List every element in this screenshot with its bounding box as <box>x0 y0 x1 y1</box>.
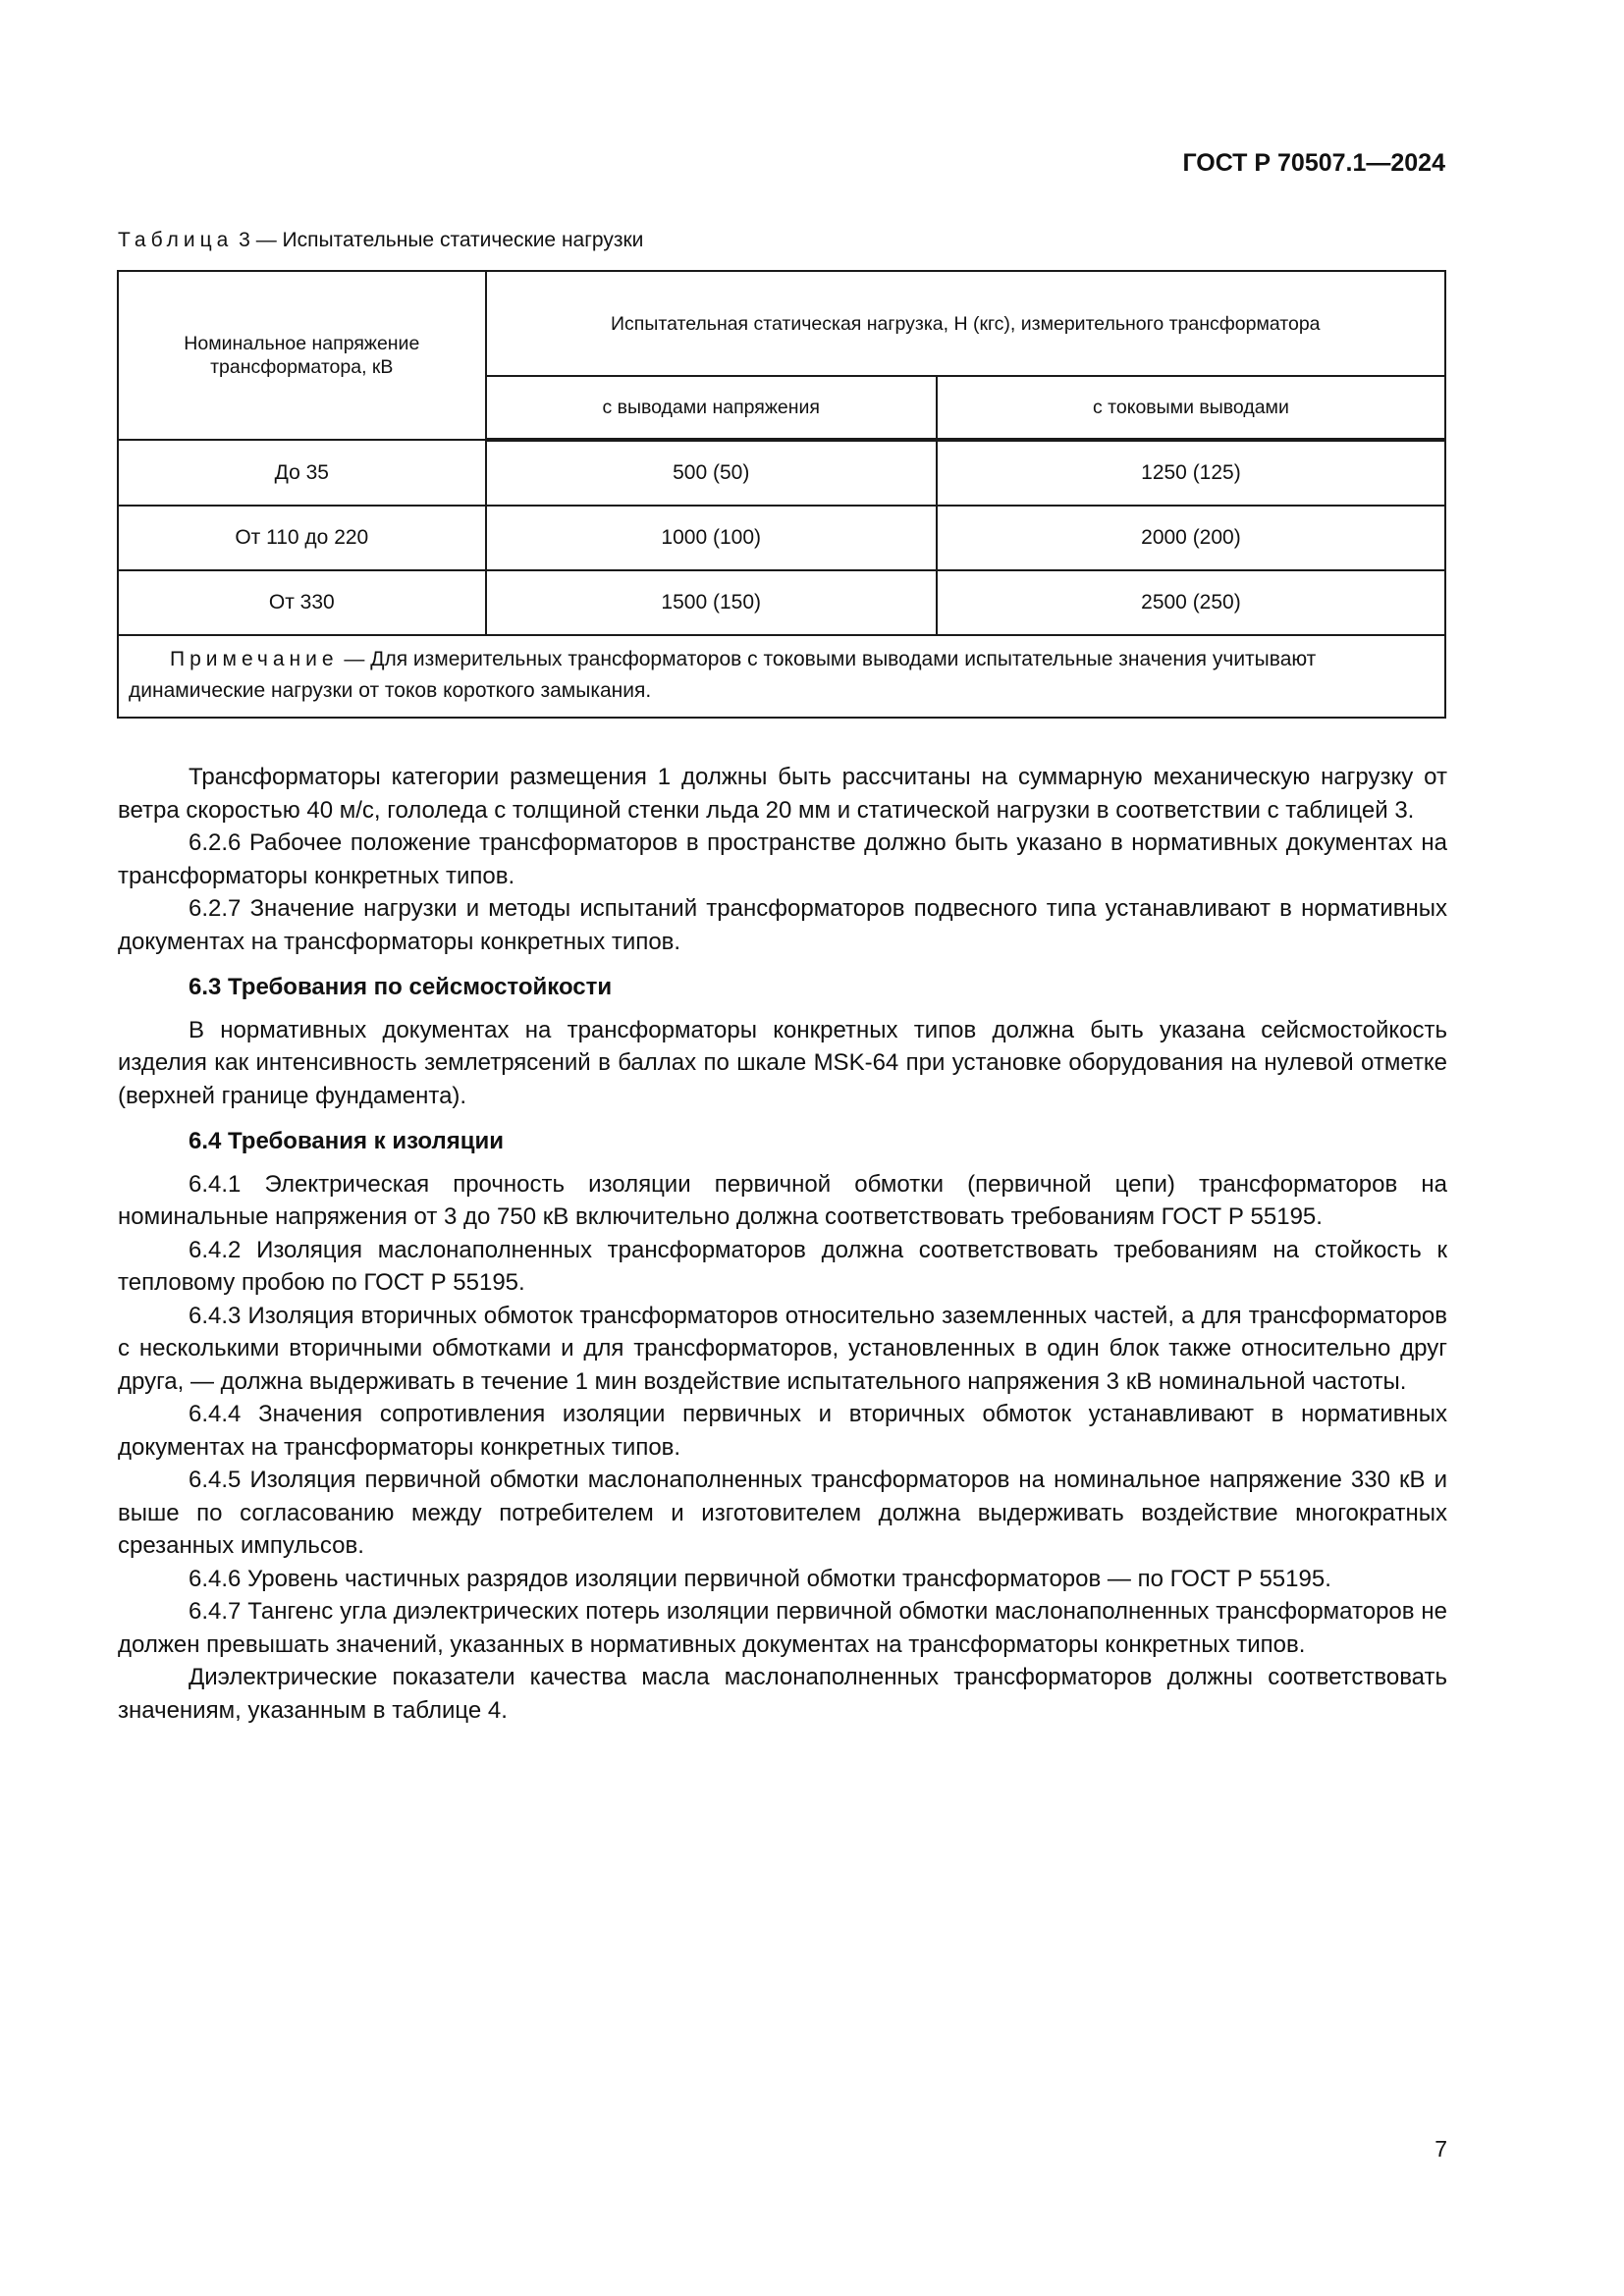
paragraph-6-4-5: 6.4.5 Изоляция первичной обмотки маслонаполненных трансформаторов на номинальное напряжение 330 кВ и выше по согласованию между потребителем и изготовителем должна выдерживать воздействие многократных срезанных импульсов. <box>118 1467 1447 1559</box>
table-caption <box>118 229 643 252</box>
table-note-row <box>118 635 1445 718</box>
table-caption-title: 3 — Испытательные статические нагрузки <box>233 229 644 251</box>
cell-voltage: От 110 до 220 <box>118 506 486 570</box>
page-number: 7 <box>1435 2136 1447 2162</box>
header-voltage-terminals: с выводами напряжения <box>486 376 937 440</box>
cell-voltage-terminals: 1000 (100) <box>486 506 937 570</box>
note-label: Примечание <box>170 648 339 670</box>
table-row <box>118 506 1445 570</box>
cell-current-terminals: 2500 (250) <box>937 570 1445 635</box>
paragraph-6-4-7: 6.4.7 Тангенс угла диэлектрических потерь изоляции первичной обмотки маслонаполненных трансформаторов не должен превышать значений, указанных в нормативных документах на трансформаторы конкретных типов. <box>118 1598 1447 1658</box>
paragraph-6-2-6: 6.2.6 Рабочее положение трансформаторов в пространстве должно быть указано в нормативных документах на трансформаторы конкретных типов. <box>118 829 1447 889</box>
table-caption-label: Таблица <box>118 229 234 251</box>
header-load: Испытательная статическая нагрузка, Н (кгс), измерительного трансформатора <box>486 271 1445 376</box>
static-loads-table <box>117 270 1446 719</box>
section-heading-6-3: 6.3 Требования по сейсмостойкости <box>189 974 613 1000</box>
cell-current-terminals: 2000 (200) <box>937 506 1445 570</box>
cell-voltage: До 35 <box>118 440 486 506</box>
table-row <box>118 570 1445 635</box>
paragraph-6-4-6: 6.4.6 Уровень частичных разрядов изоляции первичной обмотки трансформаторов — по ГОСТ Р 55195. <box>189 1565 1331 1592</box>
paragraph-6-4-1: 6.4.1 Электрическая прочность изоляции первичной обмотки (первичной цепи) трансформаторов на номинальные напряжения от 3 до 750 кВ включительно должна соответствовать требованиям ГОСТ Р 55195. <box>118 1170 1447 1230</box>
document-id: ГОСТ Р 70507.1—2024 <box>1182 149 1445 177</box>
cell-voltage: От 330 <box>118 570 486 635</box>
body-text <box>118 761 1447 1727</box>
cell-voltage-terminals: 500 (50) <box>486 440 937 506</box>
paragraph-6-3: В нормативных документах на трансформаторы конкретных типов должна быть указана сейсмостойкость изделия как интенсивность землетрясений в баллах по шкале MSK-64 при установке оборудования на нулевой отметке (верхней границе фундамента). <box>118 1016 1447 1109</box>
note-text: — Для измерительных трансформаторов с токовыми выводами испытательные значения учитывают динамические нагрузки от токов короткого замыкания. <box>129 648 1317 702</box>
header-voltage: Номинальное напряжение трансформатора, кВ <box>118 271 486 440</box>
table-row <box>118 440 1445 506</box>
paragraph-category-1: Трансформаторы категории размещения 1 должны быть рассчитаны на суммарную механическую нагрузку от ветра скоростью 40 м/с, гололеда с толщиной стенки льда 20 мм и статической нагрузки в соответствии с таблицей 3. <box>118 764 1447 824</box>
section-heading-6-4: 6.4 Требования к изоляции <box>189 1128 504 1154</box>
paragraph-6-4-2: 6.4.2 Изоляция маслонаполненных трансформаторов должна соответствовать требованиям на стойкость к тепловому пробою по ГОСТ Р 55195. <box>118 1236 1447 1296</box>
cell-current-terminals: 1250 (125) <box>937 440 1445 506</box>
paragraph-oil-quality: Диэлектрические показатели качества масла маслонаполненных трансформаторов должны соответствовать значениям, указанным в таблице 4. <box>118 1664 1447 1724</box>
paragraph-6-4-4: 6.4.4 Значения сопротивления изоляции первичных и вторичных обмоток устанавливают в нормативных документах на трансформаторы конкретных типов. <box>118 1401 1447 1461</box>
paragraph-6-2-7: 6.2.7 Значение нагрузки и методы испытаний трансформаторов подвесного типа устанавливают в нормативных документах на трансформаторы конкретных типов. <box>118 895 1447 955</box>
cell-voltage-terminals: 1500 (150) <box>486 570 937 635</box>
table-header-row <box>118 271 1445 376</box>
paragraph-6-4-3: 6.4.3 Изоляция вторичных обмоток трансформаторов относительно заземленных частей, а для трансформаторов с несколькими вторичными обмотками и для трансформаторов, установленных в один блок также относительно друг друга, — должна выдерживать в течение 1 мин воздействие испытательного напряжения 3 кВ номинальной частоты. <box>118 1302 1447 1395</box>
table-note <box>118 635 1445 718</box>
header-current-terminals: с токовыми выводами <box>937 376 1445 440</box>
